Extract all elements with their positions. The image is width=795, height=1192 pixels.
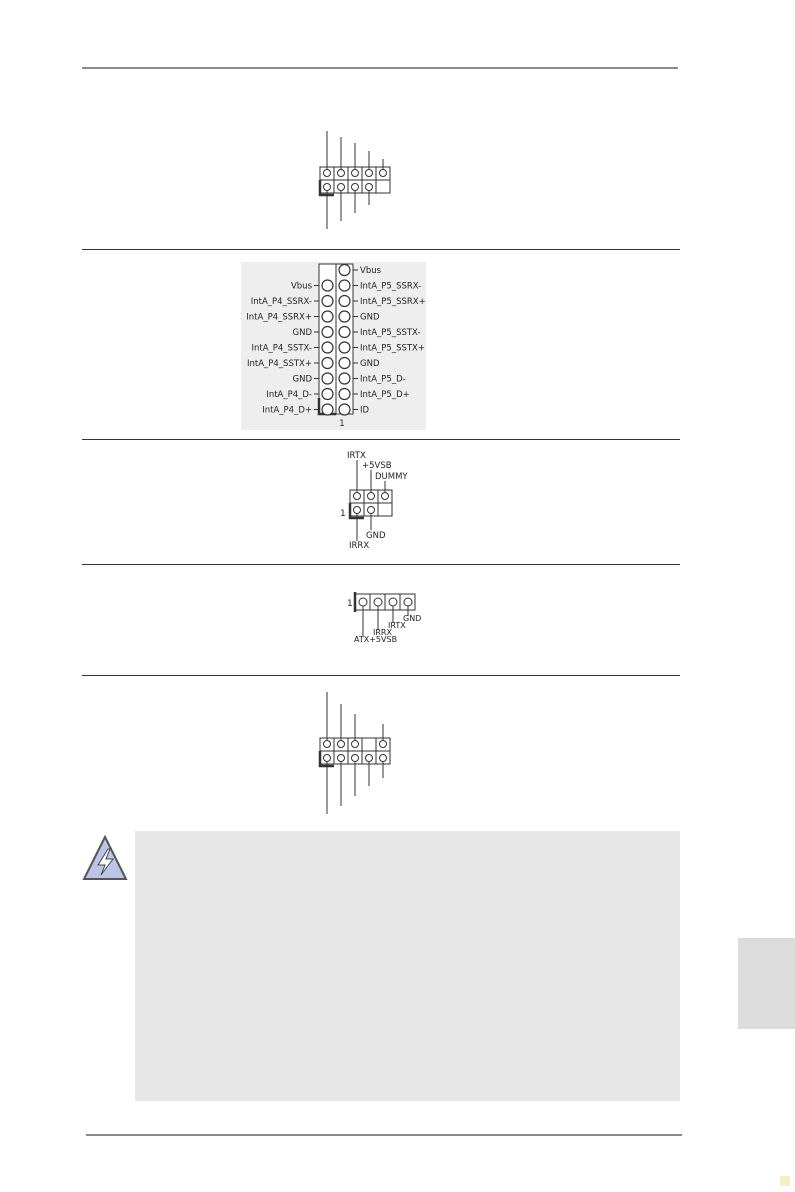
usb-left-pin-label: Vbus	[290, 281, 312, 292]
usb-right-pin-label: GND	[360, 359, 380, 369]
cir-label-irtx: IRTX	[388, 621, 406, 630]
usb-pin-left	[322, 389, 333, 400]
usb-pin-left	[322, 327, 333, 338]
corner-mark	[780, 1176, 790, 1186]
usb-left-pin-label: GND	[292, 374, 312, 385]
header-rule	[82, 67, 678, 69]
usb-pin-left	[322, 280, 333, 291]
usb-right-pin-label: IntA_P5_SSRX+	[360, 297, 426, 307]
note-box	[135, 831, 680, 1101]
section-divider	[82, 564, 680, 565]
usb-pin-right	[339, 280, 350, 291]
cir-label-gnd: GND	[403, 614, 422, 623]
header-diagram-5	[310, 690, 400, 820]
usb-pin-right	[339, 358, 350, 369]
ir-label-dummy: DUMMY	[375, 472, 408, 482]
usb-left-pin-label: IntA_P4_D-	[266, 390, 312, 400]
usb-pin-left	[322, 311, 333, 322]
ir-header-diagram	[335, 448, 425, 553]
ir-label-irrx: IRRX	[349, 541, 370, 551]
ir-label-gnd: GND	[366, 531, 386, 541]
usb-pin-right	[339, 296, 350, 307]
footer-rule	[86, 1134, 682, 1136]
usb-right-pin-label: GND	[360, 312, 380, 323]
ir-label-irtx: IRTX	[347, 451, 366, 461]
section-divider	[82, 439, 680, 440]
usb-pin-right	[339, 389, 350, 400]
usb-left-pin-label: IntA_P4_SSRX-	[250, 297, 312, 307]
usb-pin-right	[339, 342, 350, 353]
section-divider	[82, 249, 680, 250]
usb-pin-right	[339, 311, 350, 322]
usb-right-pin-label: IntA_P5_D-	[360, 374, 406, 385]
usb-right-pin-label: IntA_P5_SSRX-	[360, 281, 422, 292]
usb-right-pin-label: ID	[360, 405, 370, 416]
usb-left-pin-label: GND	[292, 328, 312, 338]
usb-pin-right	[339, 327, 350, 338]
usb-pin-left	[322, 373, 333, 384]
cir-pin1-label: 1	[347, 599, 353, 609]
usb-right-pin-label: IntA_P5_D+	[360, 390, 410, 400]
usb-right-pin-label: Vbus	[360, 266, 382, 276]
cir-label-irrx: IRRX	[373, 628, 392, 637]
usb-pin-left	[322, 404, 333, 415]
cir-header-diagram	[345, 590, 435, 650]
usb-pin-left	[322, 296, 333, 307]
usb-pin-right	[339, 373, 350, 384]
usb-pin-right	[339, 404, 350, 415]
ir-pin1-label: 1	[340, 509, 346, 519]
warning-triangle-icon	[80, 833, 130, 883]
ir-label-5vsb: +5VSB	[362, 461, 392, 471]
usb3-header-diagram	[241, 262, 426, 430]
usb-left-pin-label: IntA_P4_SSTX+	[246, 359, 312, 369]
usb-right-pin-label: IntA_P5_SSTX+	[360, 343, 426, 354]
section-divider	[82, 675, 680, 676]
usb-pin-left	[322, 358, 333, 369]
usb-right-pin-label: IntA_P5_SSTX-	[360, 328, 421, 338]
side-tab	[738, 938, 795, 1029]
cir-label-atx5vsb: ATX+5VSB	[354, 635, 398, 644]
usb-pin-left	[322, 342, 333, 353]
pin1-label: 1	[339, 419, 345, 429]
usb-left-pin-label: IntA_P4_SSTX-	[251, 343, 312, 354]
header-diagram-1	[310, 125, 400, 235]
usb-left-pin-label: IntA_P4_SSRX+	[246, 312, 312, 323]
usb-pin-right	[339, 265, 350, 276]
usb-left-pin-label: IntA_P4_D+	[262, 405, 312, 416]
